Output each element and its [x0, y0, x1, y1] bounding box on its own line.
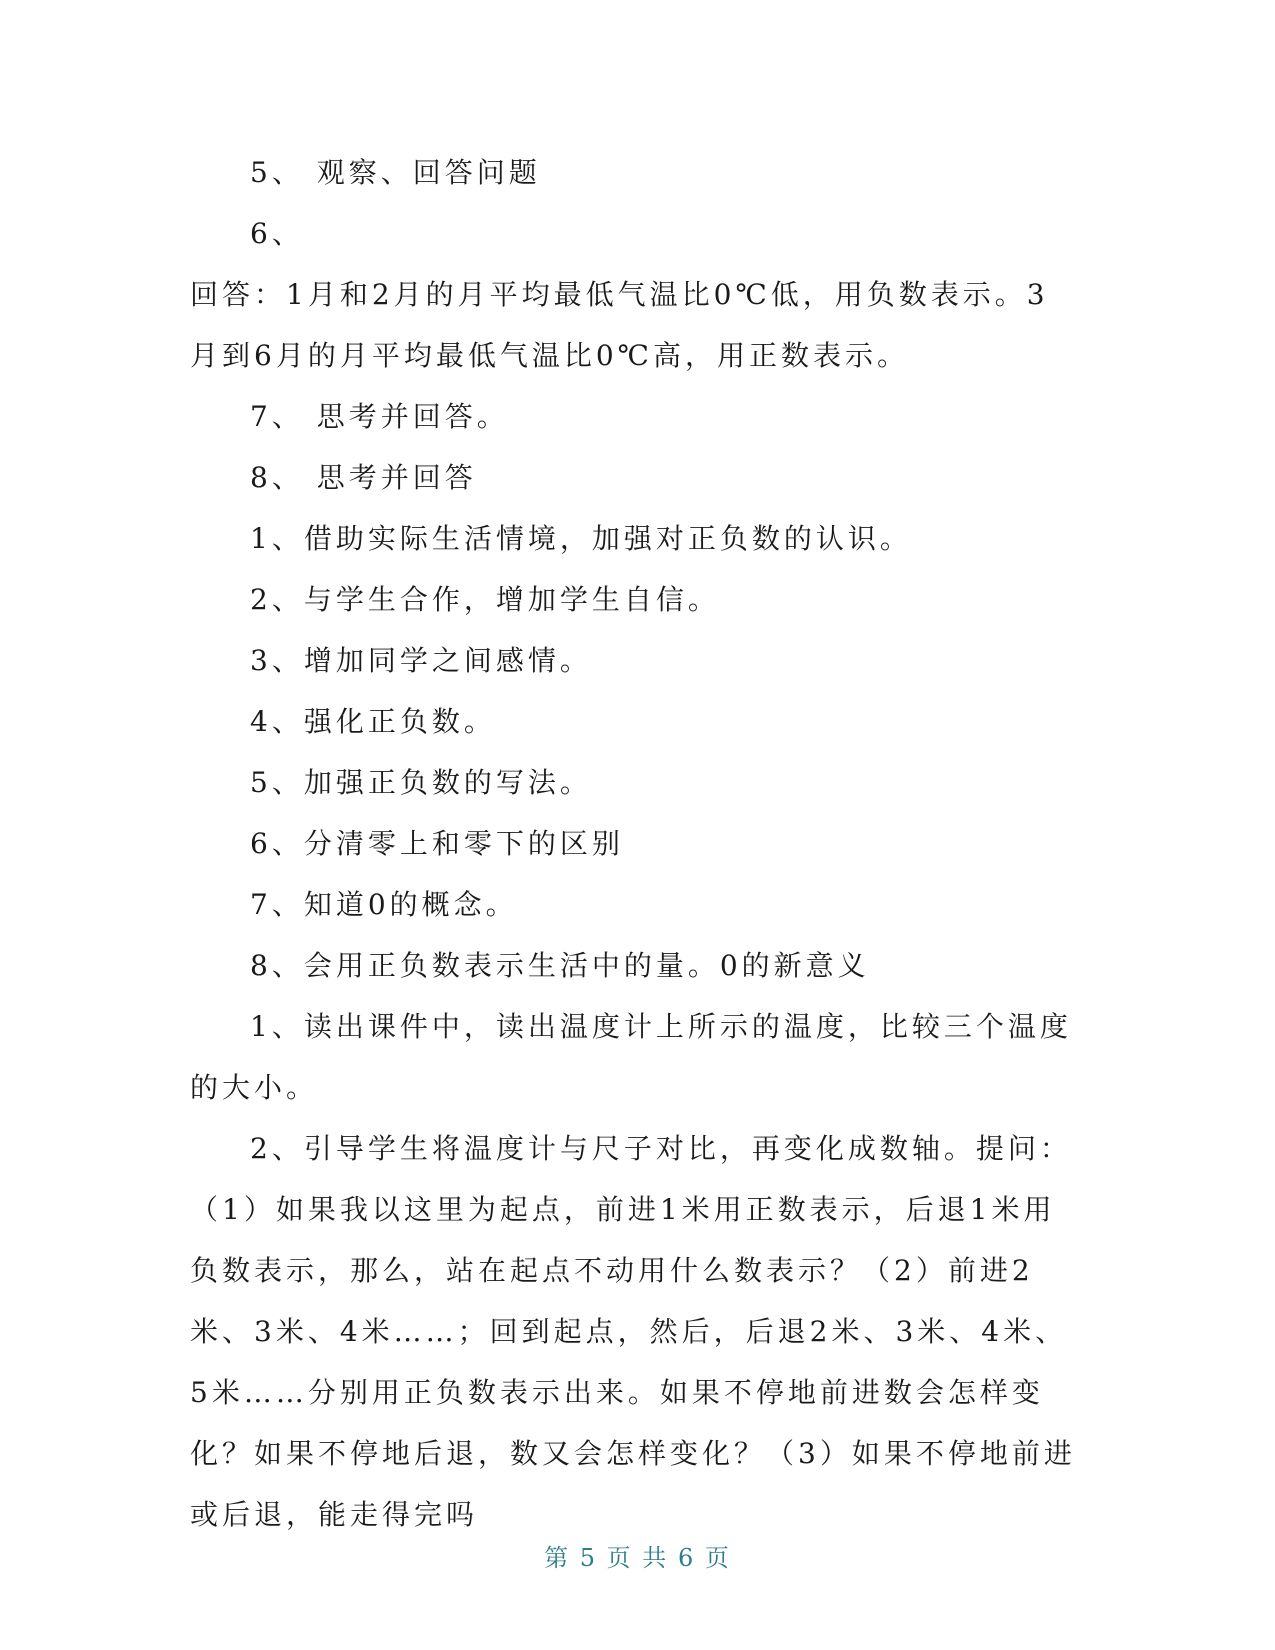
- paragraph: 7、 思考并回答。: [250, 400, 509, 433]
- paragraph: 8、会用正负数表示生活中的量。0的新意义: [250, 949, 870, 982]
- paragraph: 2、引导学生将温度计与尺子对比，再变化成数轴。提问：（1）如果我以这里为起点，前进1米用正数表示，后退1米用负数表示，那么，站在起点不动用什么数表示？（2）前进2米、3米、4米……；回到起点，然后，后退2米、3米、4米、5米……分别用正负数表示出来。如果不停地前进数会怎样变化？如果不停地后退，数又会怎样变化？（3）如果不停地前进或后退，能走得完吗: [190, 1132, 1076, 1531]
- paragraph: 5、 观察、回答问题: [250, 156, 541, 189]
- paragraph: 1、借助实际生活情境，加强对正负数的认识。: [250, 522, 912, 555]
- document-body: [190, 142, 1080, 1545]
- paragraph: 6、分清零上和零下的区别: [250, 827, 624, 860]
- paragraph: 7、知道0的概念。: [250, 888, 518, 921]
- paragraph: 4、强化正负数。: [250, 705, 496, 738]
- paragraph: 3、增加同学之间感情。: [250, 644, 592, 677]
- paragraph: 6、: [250, 217, 304, 250]
- page-footer: 第 5 页 共 6 页: [544, 1544, 731, 1572]
- paragraph: 1、读出课件中，读出温度计上所示的温度，比较三个温度的大小。: [190, 1010, 1072, 1104]
- paragraph: 5、加强正负数的写法。: [250, 766, 592, 799]
- paragraph: 8、 思考并回答: [250, 461, 477, 494]
- paragraph: 2、与学生合作，增加学生自信。: [250, 583, 720, 616]
- paragraph: 回答：1月和2月的月平均最低气温比0℃低，用负数表示。3月到6月的月平均最低气温比0℃高，用正数表示。: [190, 278, 1049, 372]
